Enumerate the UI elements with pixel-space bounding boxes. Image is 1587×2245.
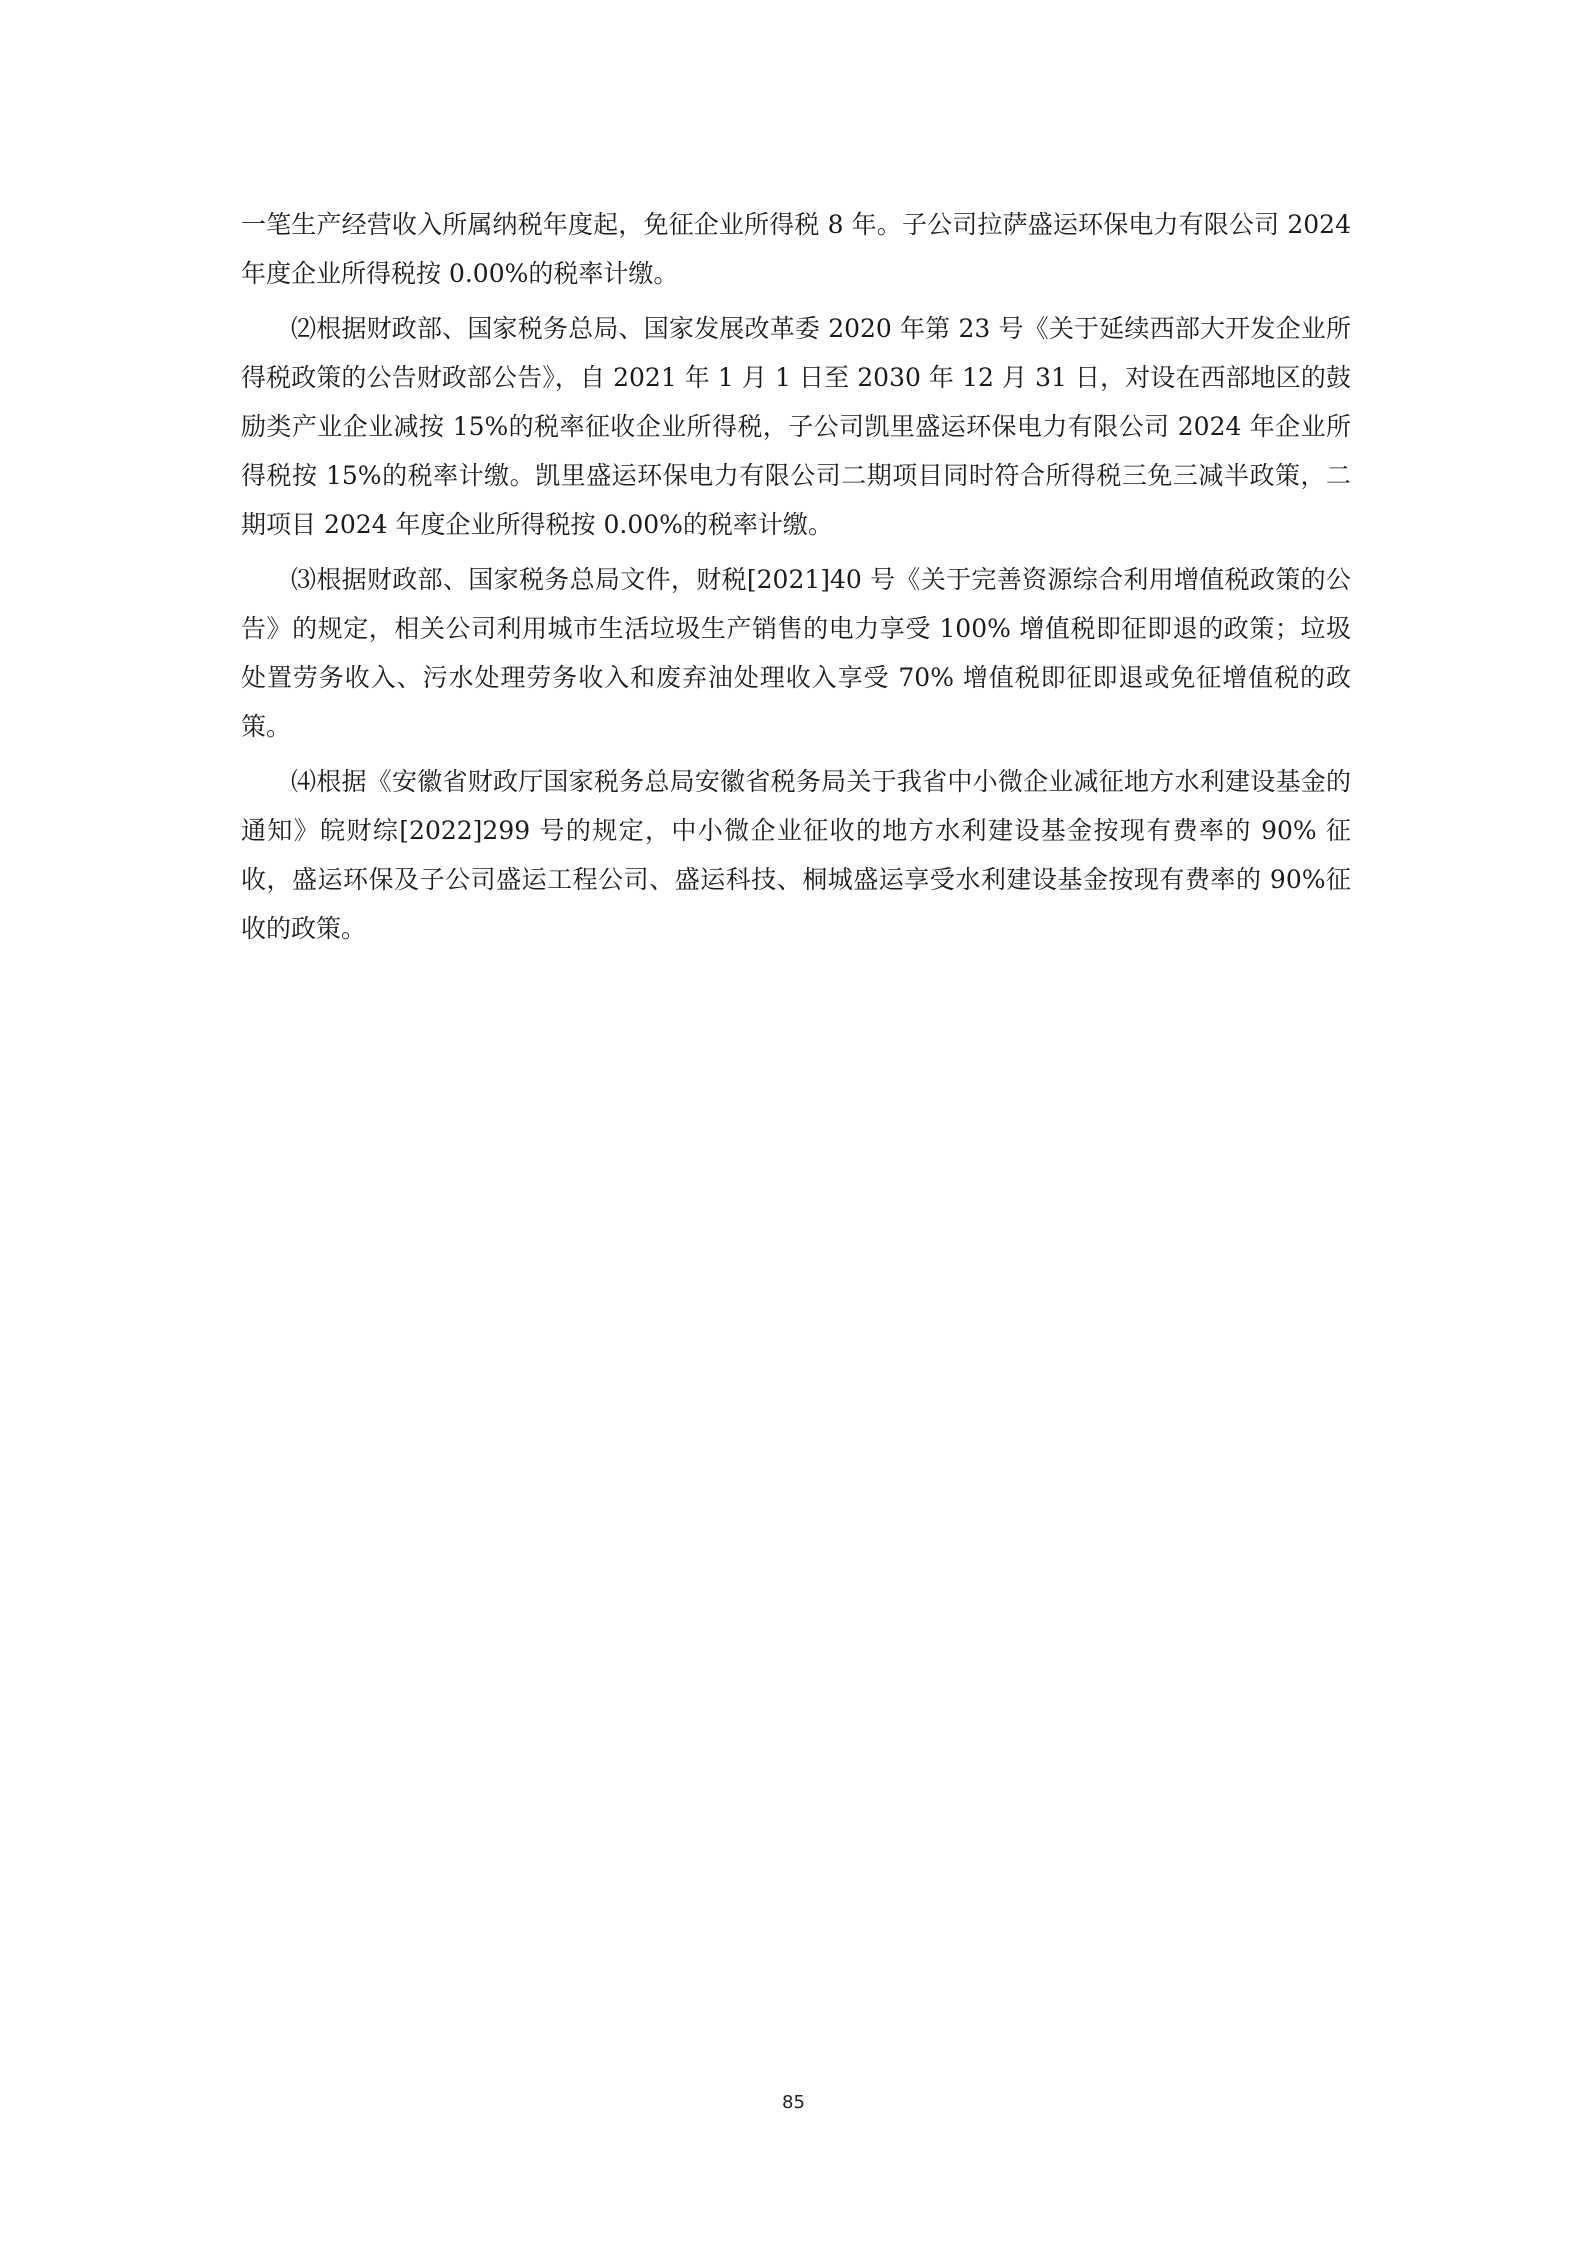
paragraph-tax-exemption-continued: 一笔生产经营收入所属纳税年度起，免征企业所得税 8 年。子公司拉萨盛运环保电力有限公司 2024 年度企业所得税按 0.00%的税率计缴。 xyxy=(241,210,1351,288)
body-text xyxy=(241,200,1351,959)
paragraph-vat-refund-policy: ⑶根据财政部、国家税务总局文件，财税[2021]40 号《关于完善资源综合利用增值税政策的公告》的规定，相关公司利用城市生活垃圾生产销售的电力享受 100% 增值税即征即退的政策；垃圾处置劳务收入、污水处理劳务收入和废弃油处理收入享受 70% 增值税即征即退或免征增值税的政策。 xyxy=(241,565,1351,741)
paragraph-water-conservancy-fund: ⑷根据《安徽省财政厅国家税务总局安徽省税务局关于我省中小微企业减征地方水利建设基金的通知》皖财综[2022]299 号的规定，中小微企业征收的地方水利建设基金按现有费率的 90% 征收，盛运环保及子公司盛运工程公司、盛运科技、桐城盛运享受水利建设基金按现有费率的 90%征收的政策。 xyxy=(241,767,1351,943)
paragraph-western-development-policy: ⑵根据财政部、国家税务总局、国家发展改革委 2020 年第 23 号《关于延续西部大开发企业所得税政策的公告财政部公告》，自 2021 年 1 月 1 日至 2030 年 12 月 31 日，对设在西部地区的鼓励类产业企业减按 15%的税率征收企业所得税，子公司凯里盛运环保电力有限公司 2024 年企业所得税按 15%的税率计缴。凯里盛运环保电力有限公司二期项目同时符合所得税三免三减半政策，二期项目 2024 年度企业所得税按 0.00%的税率计缴。 xyxy=(241,314,1351,539)
page-number: 85 xyxy=(782,2092,805,2113)
